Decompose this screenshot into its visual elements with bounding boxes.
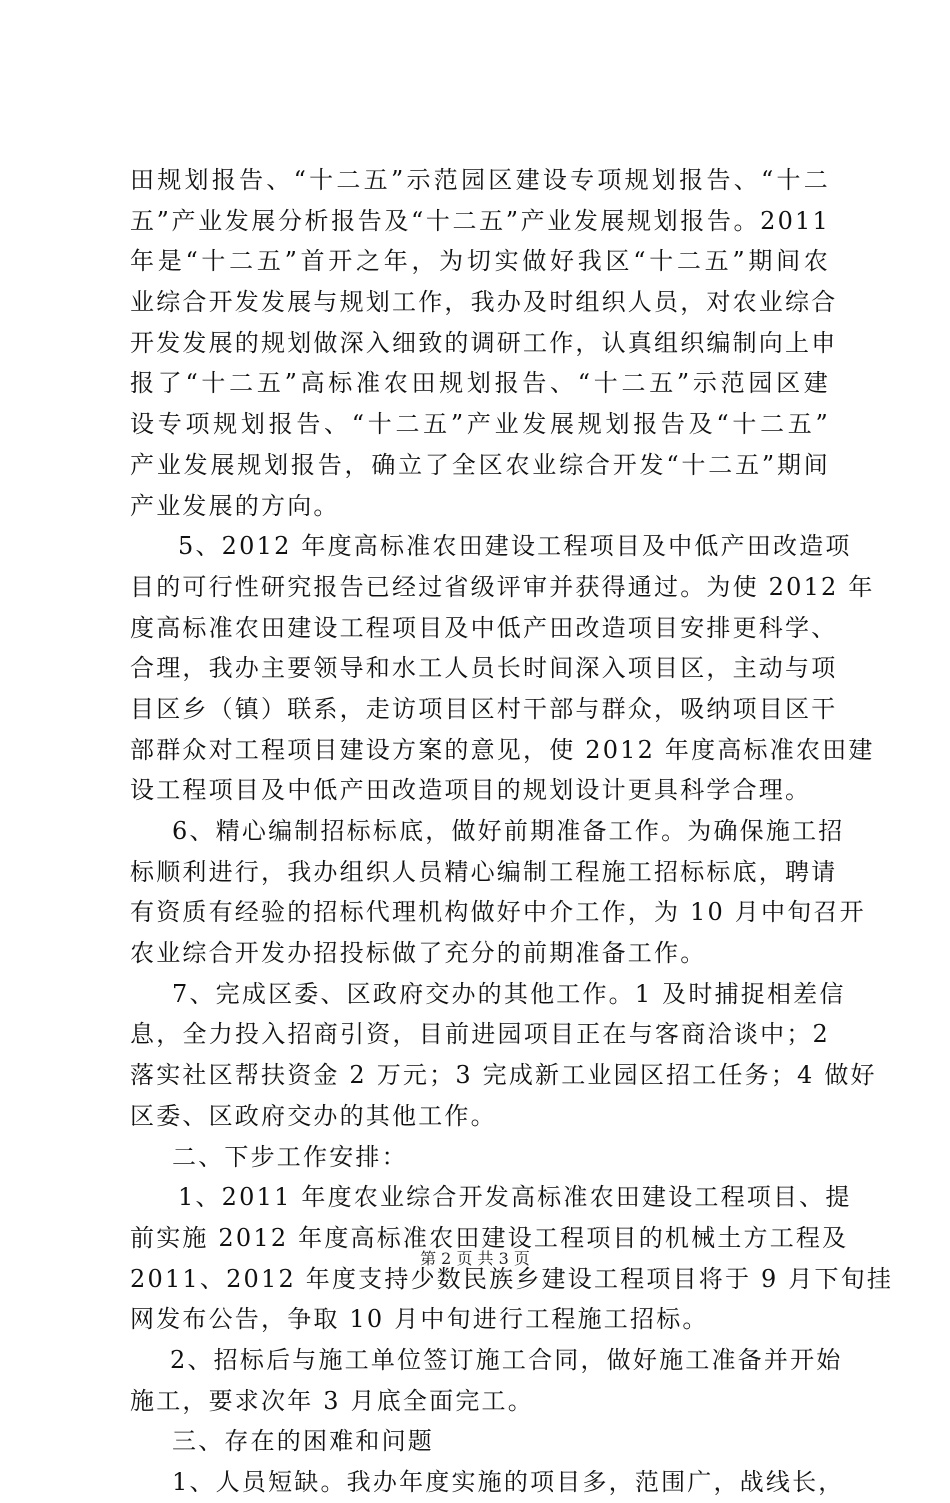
document-body (130, 160, 894, 1503)
text-line: 设专项规划报告、“十二五”产业发展规划报告及“十二五” (130, 410, 830, 439)
text-line: 五”产业发展分析报告及“十二五”产业发展规划报告。2011 (130, 206, 830, 235)
paragraph-start-7: 7、完成区委、区政府交办的其他工作。1 及时捕捉相差信 (172, 979, 846, 1008)
text-line: 区委、区政府交办的其他工作。 (130, 1101, 497, 1130)
text-line: 开发发展的规划做深入细致的调研工作，认真组织编制向上申 (130, 328, 838, 357)
text-line: 年是“十二五”首开之年，为切实做好我区“十二五”期间农 (130, 247, 830, 276)
text-line: 设工程项目及中低产田改造项目的规划设计更具科学合理。 (130, 776, 812, 805)
text-line: 前实施 2012 年度高标准农田建设工程项目的机械土方工程及 (130, 1223, 849, 1252)
text-line: 网发布公告，争取 10 月中旬进行工程施工招标。 (130, 1305, 709, 1334)
text-line: 目区乡（镇）联系，走访项目区村干部与群众，吸纳项目区干 (130, 694, 838, 723)
paragraph-start-5: 5、2012 年度高标准农田建设工程项目及中低产田改造项 (178, 532, 852, 561)
page-number-footer: 第 2 页 共 3 页 (420, 1249, 530, 1268)
text-line: 农业综合开发办招投标做了充分的前期准备工作。 (130, 939, 707, 968)
section-heading-3: 三、存在的困难和问题 (172, 1427, 434, 1456)
text-line: 息，全力投入招商引资，目前进园项目正在与客商洽谈中；2 (130, 1020, 830, 1049)
text-line: 施工，要求次年 3 月底全面完工。 (130, 1386, 534, 1415)
text-line: 田规划报告、“十二五”示范园区建设专项规划报告、“十二 (130, 166, 830, 194)
text-line: 目的可行性研究报告已经过省级评审并获得通过。为使 2012 年 (130, 572, 875, 601)
text-line: 报了“十二五”高标准农田规划报告、“十二五”示范园区建 (130, 369, 830, 398)
text-line: 产业发展的方向。 (130, 491, 340, 520)
paragraph-start-next-1: 1、2011 年度农业综合开发高标准农田建设工程项目、提 (178, 1183, 852, 1212)
text-line: 有资质有经验的招标代理机构做好中介工作，为 10 月中旬召开 (130, 898, 866, 927)
paragraph-start-6: 6、精心编制招标标底，做好前期准备工作。为确保施工招 (172, 817, 845, 845)
paragraph-start-next-2: 2、招标后与施工单位签订施工合同，做好施工准备并开始 (170, 1345, 843, 1374)
text-line: 度高标准农田建设工程项目及中低产田改造项目安排更科学、 (130, 613, 838, 642)
text-line: 部群众对工程项目建设方案的意见，使 2012 年度高标准农田建 (130, 735, 875, 764)
section-heading-2: 二、下步工作安排： (172, 1142, 408, 1171)
text-line: 业综合开发发展与规划工作，我办及时组织人员，对农业综合 (130, 288, 838, 317)
paragraph-start-issue-1: 1、人员短缺。我办年度实施的项目多，范围广，战线长， (172, 1468, 845, 1496)
text-line: 产业发展规划报告，确立了全区农业综合开发“十二五”期间 (130, 450, 830, 479)
text-line: 2011、2012 年度支持少数民族乡建设工程项目将于 9 月下旬挂 (130, 1264, 894, 1293)
text-line: 标顺利进行，我办组织人员精心编制工程施工招标标底，聘请 (130, 857, 838, 886)
text-line: 落实社区帮扶资金 2 万元；3 完成新工业园区招工任务；4 做好 (130, 1061, 877, 1090)
text-line: 合理，我办主要领导和水工人员长时间深入项目区，主动与项 (130, 654, 838, 683)
